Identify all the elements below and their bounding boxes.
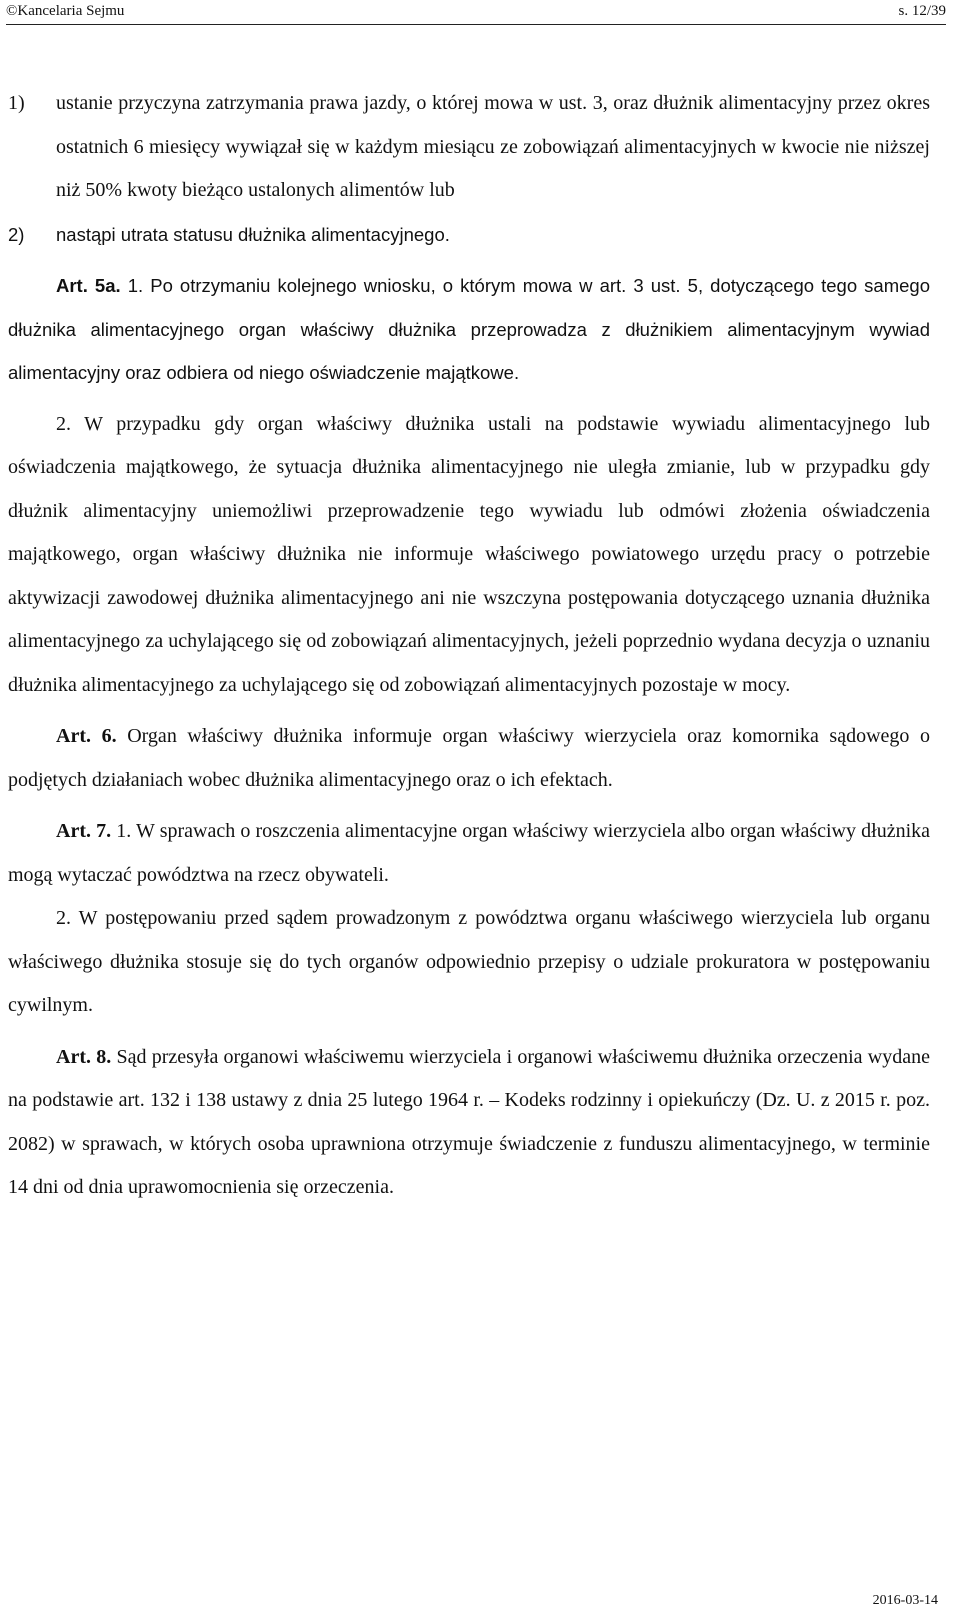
article-text: 1. W sprawach o roszczenia alimentacyjne organ właściwy wierzyciela albo organ właściwy dłużnika mogą wytaczać powództwa na rzecz obywateli. bbox=[8, 820, 931, 886]
article-text: Organ właściwy dłużnika informuje organ właściwy wierzyciela oraz komornika sądowego o podjętych działaniach wobec dłużnika alimentacyjnego oraz o ich efektach. bbox=[8, 725, 931, 791]
article-5a-paragraph-2 bbox=[8, 403, 930, 708]
footer-date: 2016-03-14 bbox=[872, 1593, 938, 1608]
article-label: Art. 8. bbox=[56, 1045, 112, 1068]
list-item-text: ustanie przyczyna zatrzymania prawa jazdy, o której mowa w ust. 3, oraz dłużnik alimentacyjny przez okres ostatnich 6 miesięcy wywiązał się w każdym miesiącu ze zobowiązań alimentacyjnych w kwocie nie niższej niż 50% kwoty bieżąco ustalonych alimentów lub bbox=[56, 92, 930, 201]
list-item-2 bbox=[8, 213, 930, 257]
article-label: Art. 6. bbox=[56, 725, 117, 747]
article-label: Art. 7. bbox=[56, 820, 112, 842]
list-item-text: nastąpi utrata statusu dłużnika alimentacyjnego. bbox=[56, 223, 450, 245]
article-text: Sąd przesyła organowi właściwemu wierzyciela i organowi właściwemu dłużnika orzeczenia wydane na podstawie art. 132 i 138 ustawy z dnia 25 lutego 1964 r. – Kodeks rodzinny i opiekuńczy (Dz. U. z 2015 r. poz. 2082) w sprawach, w których osoba uprawniona otrzymuje świadczenie z funduszu alimentacyjnego, w terminie 14 dni od dnia uprawomocnienia się orzeczenia. bbox=[8, 1045, 930, 1198]
paragraph-text: 2. W przypadku gdy organ właściwy dłużnika ustali na podstawie wywiadu alimentacyjnego lub oświadczenia majątkowego, że sytuacja dłużnika alimentacyjnego nie uległa zmianie, lub w przypadku gdy dłużnik alimentacyjny uniemożliwi przeprowadzenie tego wywiadu lub odmówi złożenia oświadczenia majątkowego, organ właściwy dłużnika nie informuje właściwego powiatowego urzędu pracy o potrzebie aktywizacji zawodowej dłużnika alimentacyjnego ani nie wszczyna postępowania dotyczącego uznania dłużnika alimentacyjnego za uchylającego się od zobowiązań alimentacyjnych, jeżeli poprzednio wydana decyzja o uznaniu dłużnika alimentacyjnego za uchylającego się od zobowiązań alimentacyjnych pozostaje w mocy. bbox=[8, 412, 930, 696]
article-7 bbox=[8, 810, 930, 897]
list-item-1 bbox=[8, 82, 930, 213]
article-text: 1. Po otrzymaniu kolejnego wniosku, o którym mowa w art. 3 ust. 5, dotyczącego tego samego dłużnika alimentacyjnego organ właściwy dłużnika przeprowadza z dłużnikiem alimentacyjnym wywiad alimentacyjny oraz odbiera od niego oświadczenie majątkowe. bbox=[8, 275, 930, 383]
header-page-number: s. 12/39 bbox=[898, 3, 946, 19]
list-item-number: 2) bbox=[8, 223, 25, 245]
article-label: Art. 5a. bbox=[56, 275, 121, 296]
header-publisher: ©Kancelaria Sejmu bbox=[6, 3, 125, 19]
article-7-paragraph-2 bbox=[8, 897, 930, 1028]
page-header bbox=[6, 0, 946, 25]
article-8 bbox=[8, 1036, 930, 1210]
article-6 bbox=[8, 715, 930, 802]
paragraph-text: 2. W postępowaniu przed sądem prowadzonym z powództwa organu właściwego wierzyciela lub organu właściwego dłużnika stosuje się do tych organów odpowiednio przepisy o udziale prokuratora w postępowaniu cywilnym. bbox=[8, 907, 930, 1016]
list-item-number: 1) bbox=[8, 92, 25, 114]
article-5a bbox=[8, 264, 930, 395]
document-body bbox=[8, 82, 930, 1210]
